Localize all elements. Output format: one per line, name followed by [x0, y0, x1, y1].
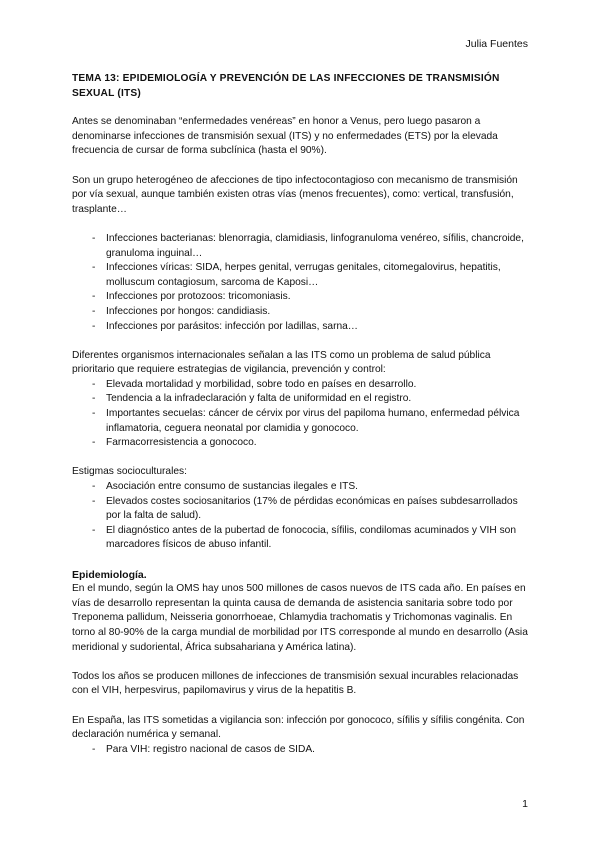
list-item: - Infecciones víricas: SIDA, herpes genital, verrugas genitales, citomegalovirus, hepatitis, molluscum contagiosum, sarcoma de Kaposi…: [72, 261, 532, 290]
list-item: - Tendencia a la infradeclaración y falta de uniformidad en el registro.: [72, 392, 532, 407]
list-item: - Elevados costes sociosanitarios (17% de pérdidas económicas en países subdesarrollados por la falta de salud).: [72, 495, 532, 524]
epidemiology-heading: Epidemiología.: [72, 568, 147, 581]
stigmas-list: [72, 480, 532, 553]
document-body: [72, 72, 532, 757]
list-item: - Infecciones por hongos: candidiasis.: [72, 305, 532, 320]
list-item: - Infecciones por protozoos: tricomoniasis.: [72, 290, 532, 305]
list-item: - El diagnóstico antes de la pubertad de fonococia, sífilis, condilomas acuminados y VIH son marcadores físicos de abuso infantil.: [72, 524, 532, 553]
list-item: - Para VIH: registro nacional de casos de SIDA.: [72, 743, 532, 758]
list-item: - Asociación entre consumo de sustancias ilegales e ITS.: [72, 480, 532, 495]
document-title: TEMA 13: EPIDEMIOLOGÍA Y PREVENCIÓN DE LAS INFECCIONES DE TRANSMISIÓN SEXUAL (ITS): [72, 73, 500, 99]
spain-list: [72, 743, 532, 758]
header-author: Julia Fuentes: [465, 38, 528, 50]
stigmas-heading: Estigmas socioculturales:: [72, 466, 187, 478]
list-item: - Infecciones bacterianas: blenorragia, clamidiasis, linfogranuloma venéreo, sífilis, chancroide, granuloma inguinal…: [72, 232, 532, 261]
spain-paragraph: En España, las ITS sometidas a vigilancia son: infección por gonococo, sífilis y sífilis congénita. Con declaración numérica y semanal.: [72, 714, 525, 741]
list-item: - Elevada mortalidad y morbilidad, sobre todo en países en desarrollo.: [72, 378, 532, 393]
intro-paragraph: Antes se denominaban “enfermedades venéreas” en honor a Venus, pero luego pasaron a denominarse infecciones de transmisión sexual (ITS) y no enfermedades (ETS) por la elevada frecuencia de cursar de forma subclínica (hasta el 90%).: [72, 116, 498, 157]
epidemiology-paragraph: En el mundo, según la OMS hay unos 500 millones de casos nuevos de ITS cada año. En países en vías de desarrollo representan la quinta causa de demanda de asistencia sanitaria sobre todo por Treponema pallidum, Neisseria gonorrhoeae, Chlamydia trachomatis y Trichomonas vaginalis. En torno al 80-90% de la carga mundial de morbilidad por ITS corresponde al mundo en desarrollo (Asia meridional y sudoriental, África subsahariana y América latina).: [72, 583, 528, 653]
organisms-paragraph: Diferentes organismos internacionales señalan a las ITS como un problema de salud pública prioritario que requiere estrategias de vigilancia, prevención y control:: [72, 349, 491, 376]
infections-list: [72, 232, 532, 334]
list-item: - Importantes secuelas: cáncer de cérvix por virus del papiloma humano, enfermedad pélvica inflamatoria, ceguera neonatal por clamidia y gonococo.: [72, 407, 532, 436]
organisms-list: [72, 378, 532, 451]
list-item: - Infecciones por parásitos: infección por ladillas, sarna…: [72, 320, 532, 335]
list-item: - Farmacorresistencia a gonococo.: [72, 436, 532, 451]
page-number: 1: [522, 798, 528, 810]
group-paragraph: Son un grupo heterogéneo de afecciones de tipo infectocontagioso con mecanismo de transmisión por vía sexual, aunque también existen otras vías (menos frecuentes), como: vertical, transfusión, trasplante…: [72, 174, 518, 215]
incurable-paragraph: Todos los años se producen millones de infecciones de transmisión sexual incurables relacionadas con el VIH, herpesvirus, papilomavirus y virus de la hepatitis B.: [72, 670, 519, 697]
